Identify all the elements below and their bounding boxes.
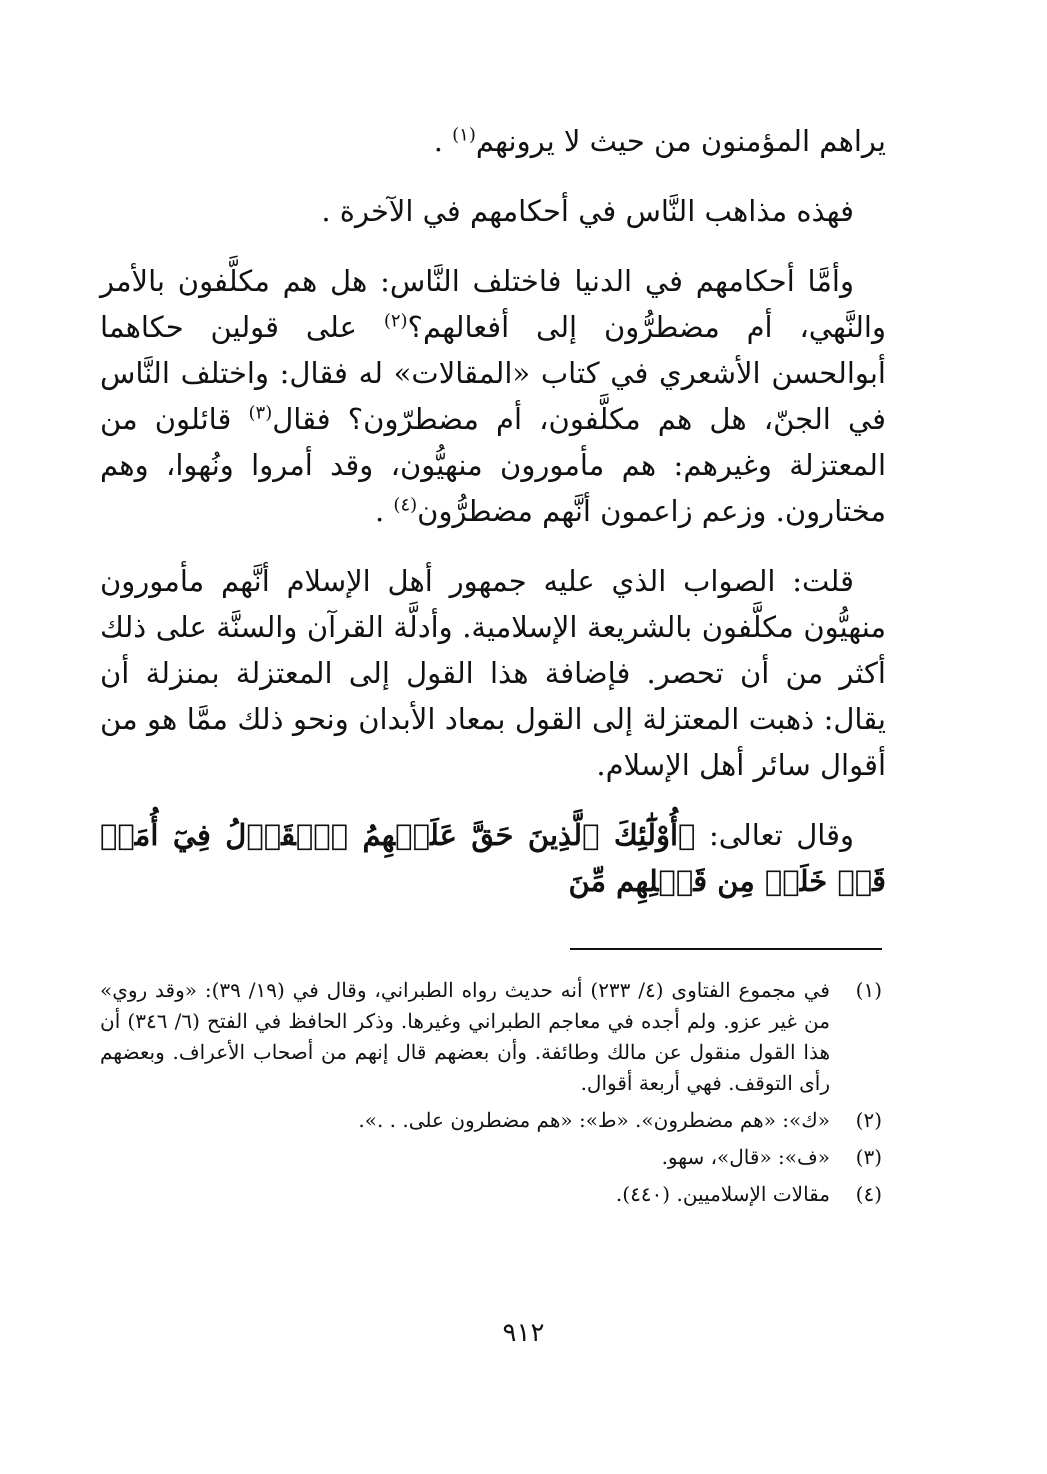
footnote-text: مقالات الإسلاميين. (٤٤٠).	[615, 1182, 830, 1206]
footnote-item	[100, 1105, 882, 1136]
paragraph-3	[100, 258, 886, 534]
footnote-text: في مجموع الفتاوى (٤/ ٢٣٣) أنه حديث رواه الطبراني، وقال في (١٩/ ٣٩): «وقد روي» من غير عزو. ولم أجده في معاجم الطبراني وغيرها. وذكر الحافظ في الفتح (٦/ ٣٤٦) أن هذا القول منقول عن مالك وطائفة. وأن بعضهم قال إنهم من أصحاب الأعراف. وبعضهم رأى التوقف. فهي أربعة أقوال.	[100, 978, 830, 1095]
footnote-item	[100, 1142, 882, 1173]
page-number: ٩١٢	[502, 1318, 545, 1348]
footnote-number: (٤)	[855, 1182, 882, 1206]
footnote-reference: (١)	[452, 124, 476, 146]
paragraph-4	[100, 558, 886, 788]
footnote-item	[100, 1179, 882, 1210]
footnote-text: «ف»: «قال»، سهو.	[661, 1145, 830, 1169]
footnotes	[100, 975, 882, 1216]
footnote-number: (٢)	[855, 1108, 882, 1132]
paragraph-1	[100, 118, 886, 164]
paragraph-text: فهذه مذاهب النَّاس في أحكامهم في الآخرة .	[321, 194, 854, 228]
footnote-item	[100, 975, 882, 1099]
footnote-divider	[570, 948, 882, 950]
footnote-text: «ك»: «هم مضطرون». «ط»: «هم مضطرون على. . .».	[358, 1108, 830, 1132]
paragraph-text: قلت: الصواب الذي عليه جمهور أهل الإسلام أنَّهم مأمورون منهيُّون مكلَّفون بالشريعة الإسلامية. وأدلَّة القرآن والسنَّة على ذلك أكثر من أن تحصر. فإضافة هذا القول إلى المعتزلة بمنزلة أن يقال: ذهبت المعتزلة إلى القول بمعاد الأبدان ونحو ذلك ممَّا هو من أقوال سائر أهل الإسلام.	[100, 564, 886, 782]
paragraph-tail: .	[433, 124, 453, 158]
paragraph-text-b: على قولين حكاهما أبوالحسن الأشعري في كتاب «المقالات» له فقال: واختلف النَّاس في الجنّ، هل هم مكلَّفون، أم مضطرّون؟ فقال	[100, 310, 886, 436]
footnote-reference: (٤)	[393, 494, 418, 516]
paragraph-text: وقال تعالى:	[695, 818, 854, 852]
footnote-number: (٣)	[855, 1145, 882, 1169]
paragraph-text-c: قائلون من المعتزلة وغيرهم: هم مأمورون منهيُّون، وقد أمروا ونُهوا، وهم مختارون. وزعم زاعمون أنَّهم مضطرُّون	[100, 402, 886, 528]
paragraph-text: يراهم المؤمنون من حيث لا يرونهم	[475, 124, 886, 158]
paragraph-text-a: وأمَّا أحكامهم في الدنيا فاختلف النَّاس: هل هم مكلَّفون بالأمر والنَّهي، أم مضطرُّون إلى أفعالهم؟	[100, 264, 886, 344]
quran-verse: ﴿أُوْلَٰٓئِكَ ٱلَّذِينَ حَقَّ عَلَيۡهِمُ ٱلۡقَوۡلُ فِيٓ أُمَمٖ قَدۡ خَلَتۡ مِن قَبۡلِهِم مِّنَ	[100, 818, 886, 898]
footnote-reference: (٣)	[248, 402, 273, 424]
paragraph-2	[100, 188, 886, 234]
footnote-reference: (٢)	[383, 310, 408, 332]
paragraph-5	[100, 812, 886, 904]
main-text	[100, 118, 886, 928]
paragraph-text-d: .	[374, 494, 394, 528]
footnote-number: (١)	[855, 978, 882, 1002]
